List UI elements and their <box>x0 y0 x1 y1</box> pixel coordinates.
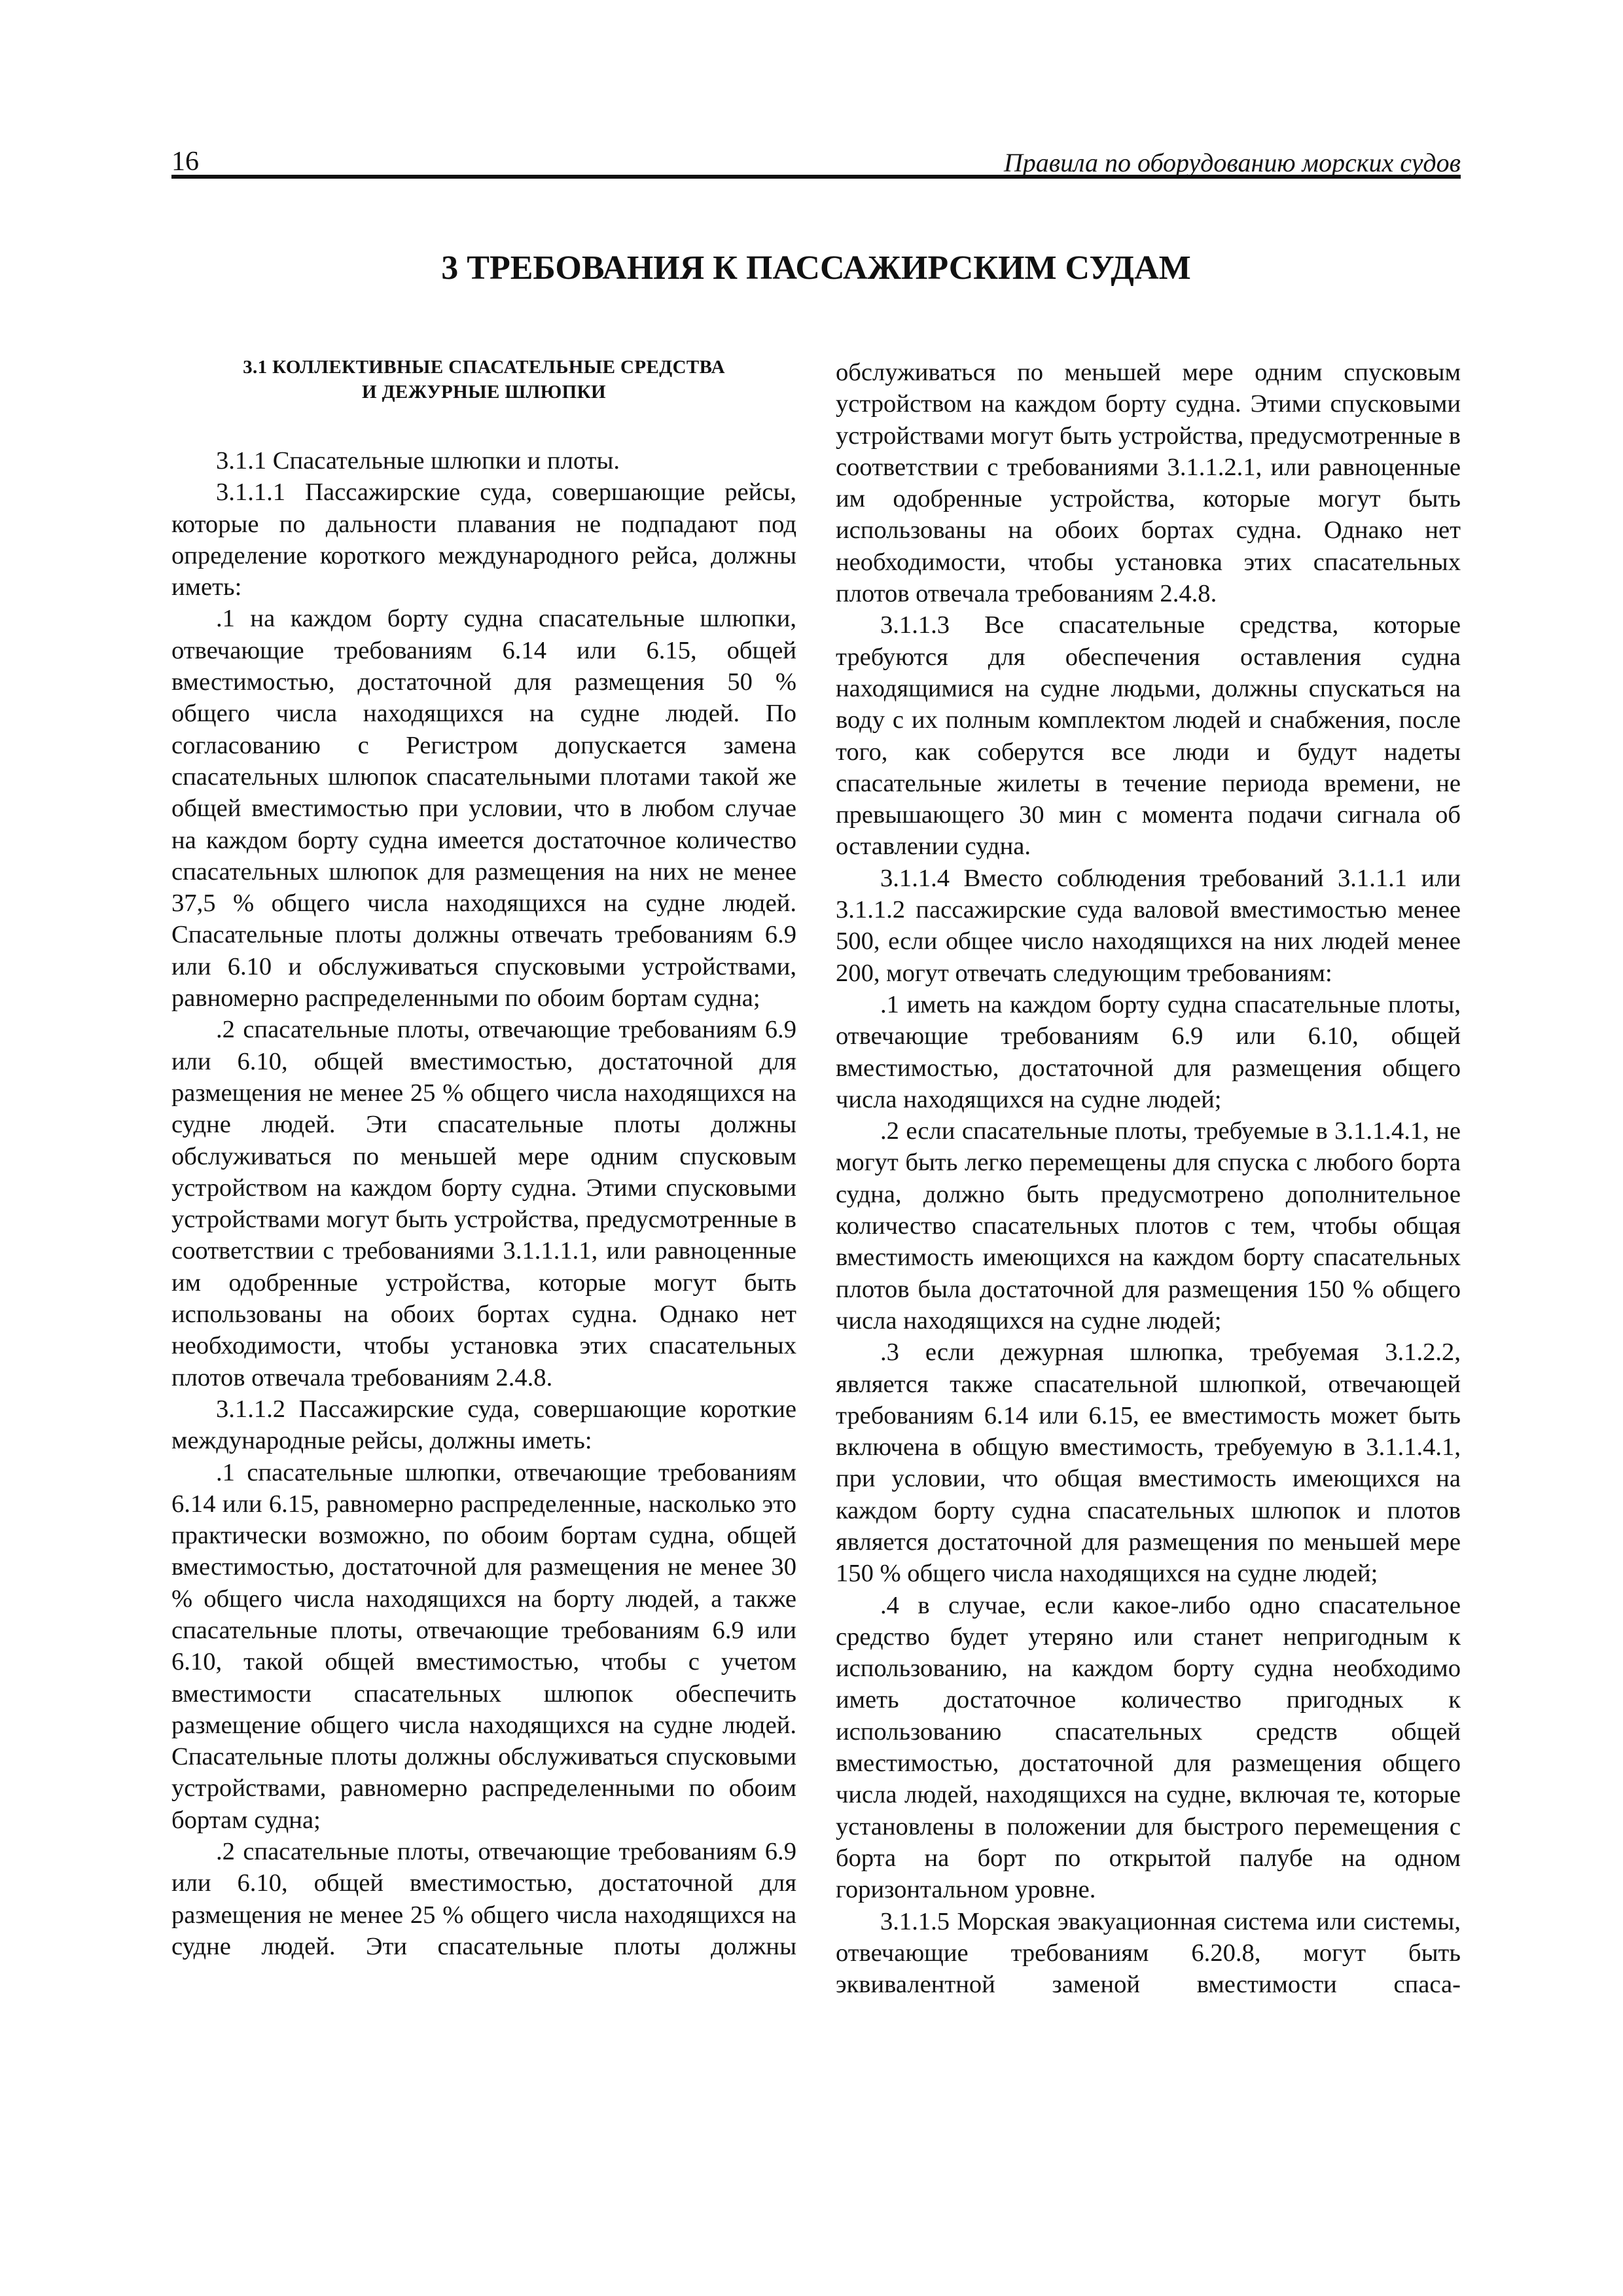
right-column <box>836 357 1461 2000</box>
chapter-title: 3 ТРЕБОВАНИЯ К ПАССАЖИРСКИМ СУДАМ <box>441 249 1191 287</box>
paragraph: .1 спасательные шлюпки, отвечающие требованиям 6.14 или 6.15, равномерно распределенные, насколько это практически возможно, по обоим бортам судна, общей вместимостью, достаточной для размещения не менее 30 % общего числа находящихся на борту людей, а также спасательные плоты, отвечающие требованиям 6.9 или 6.10, такой общей вместимостью, чтобы с учетом вместимости спасательных шлюпок обеспечить размещение общего числа находящихся на судне людей. Спасательные плоты должны обслуживаться спусковыми устройствами, равномерно распределенными по обоим бортам судна; <box>171 1458 796 1834</box>
header-rule <box>171 175 1461 179</box>
page-header <box>171 145 1461 178</box>
paragraph: 3.1.1 Спасательные шлюпки и плоты. <box>216 447 620 475</box>
page-number: 16 <box>171 147 199 177</box>
paragraph-continued: обслуживаться по меньшей мере одним спусковым устройством на каждом борту судна. Этими спусковыми устройствами могут быть устройства, предусмотренные в соответствии с требованиями 3.1.1.2.1, или равноценные им одобренные устройства, которые могут быть использованы на обоих бортах судна. Однако нет необходимости, чтобы установка этих спасательных плотов отвечала требованиям 2.4.8. <box>836 359 1461 608</box>
running-title: Правила по оборудованию морских судов <box>1003 148 1461 177</box>
paragraph: .2 спасательные плоты, отвечающие требованиям 6.9 или 6.10, общей вместимостью, достаточной для размещения не менее 25 % общего числа находящихся на судне людей. Эти спасательные плоты должны обслуживаться по меньшей мере одним спусковым устройством на каждом борту судна. Этими спусковыми устройствами могут быть устройства, предусмотренные в соответствии с требованиями 3.1.1.1.1, или равноценные им одобренные устройства, которые могут быть использованы на обоих бортах судна. Однако нет необходимости, чтобы установка этих спасательных плотов отвечала требованиям 2.4.8. <box>171 1016 796 1391</box>
paragraph: 3.1.1.3 Все спасательные средства, которые требуются для обеспечения оставления судна находящимися на судне людьми, должны спускаться на воду с их полным комплектом людей и снабжения, после того, как соберутся все люди и будут надеты спасательные жилеты в течение периода времени, не превышающего 30 мин с момента подачи сигнала об оставлении судна. <box>836 611 1461 861</box>
paragraph: 3.1.1.1 Пассажирские суда, совершающие рейсы, которые по дальности плавания не подпадают под определение короткого международного рейса, должны иметь: <box>171 478 796 601</box>
paragraph: .2 спасательные плоты, отвечающие требованиям 6.9 или 6.10, общей вместимостью, достаточной для размещения не менее 25 % общего числа находящихся на судне людей. Эти спасательные плоты должны <box>171 1838 796 1960</box>
section-title-line-1: 3.1 КОЛЛЕКТИВНЫЕ СПАСАТЕЛЬНЫЕ СРЕДСТВА <box>243 357 725 378</box>
paragraph: .1 на каждом борту судна спасательные шлюпки, отвечающие требованиям 6.14 или 6.15, общей вместимостью, достаточной для размещения 50 % общего числа находящихся на судне людей. По согласованию с Регистром допускается замена спасательных шлюпок спасательными плотами такой же общей вместимостью при условии, что в любом случае на каждом борту судна имеется достаточное количество спасательных шлюпок для размещения на них не менее 37,5 % общего числа находящихся на судне людей. Спасательные плоты должны отвечать требованиям 6.9 или 6.10 и обслуживаться спусковыми устройствами, равномерно распределенными по обоим бортам судна; <box>171 605 796 1013</box>
paragraph: .3 если дежурная шлюпка, требуемая 3.1.2.2, является также спасательной шлюпкой, отвечающей требованиям 6.14 или 6.15, ее вместимость может быть включена в общую вместимость, требуемую в 3.1.1.4.1, при условии, что общая вместимость имеющихся на каждом борту судна спасательных шлюпок и плотов является достаточной для размещения по меньшей мере 150 % общего числа находящихся на судне людей; <box>836 1338 1461 1588</box>
section-title <box>171 355 796 404</box>
left-column <box>171 352 796 1962</box>
paragraph: 3.1.1.2 Пассажирские суда, совершающие короткие международные рейсы, должны иметь: <box>171 1395 796 1455</box>
paragraph: .4 в случае, если какое-либо одно спасательное средство будет утеряно или станет непригодным к использованию, на каждом борту судна необходимо иметь достаточное количество пригодных к использованию спасательных средств общей вместимостью, достаточной для размещения общего числа людей, находящихся на судне, включая те, которые установлены в положении для быстрого перемещения с борта на борт по открытой палубе на одном горизонтальном уровне. <box>836 1591 1461 1904</box>
paragraph: .1 иметь на каждом борту судна спасательные плоты, отвечающие требованиям 6.9 или 6.10, общей вместимостью, достаточной для размещения общего числа находящихся на судне людей; <box>836 990 1461 1113</box>
paragraph: 3.1.1.5 Морская эвакуационная система или системы, отвечающие требованиям 6.20.8, могут быть эквивалентной заменой вместимости спаса- <box>836 1907 1461 1999</box>
paragraph: 3.1.1.4 Вместо соблюдения требований 3.1.1.1 или 3.1.1.2 пассажирские суда валовой вместимостью менее 500, если общее число находящихся на них людей менее 200, могут отвечать следующим требованиям: <box>836 864 1461 987</box>
section-title-line-2: И ДЕЖУРНЫЕ ШЛЮПКИ <box>361 382 607 403</box>
paragraph: .2 если спасательные плоты, требуемые в 3.1.1.4.1, не могут быть легко перемещены для спуска с любого борта судна, должно быть предусмотрено дополнительное количество спасательных плотов с тем, чтобы общая вместимость имеющихся на каждом борту спасательных плотов была достаточной для размещения 150 % общего числа находящихся на судне людей; <box>836 1117 1461 1335</box>
